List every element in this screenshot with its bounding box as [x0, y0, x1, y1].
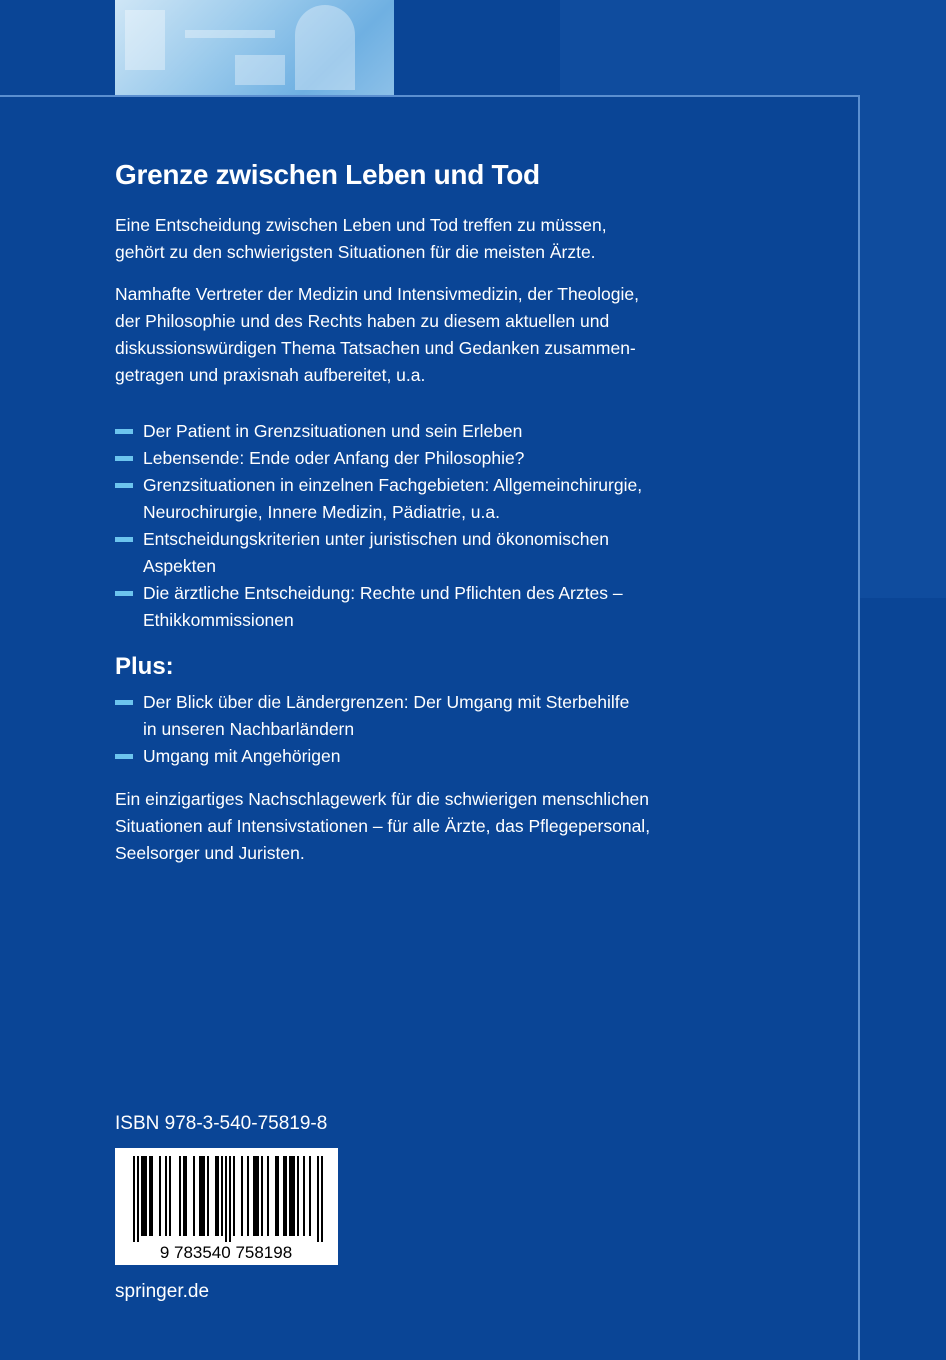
barcode-bar: [229, 1156, 231, 1242]
description-line: diskussionswürdigen Thema Tatsachen und Gedanken zusammen-: [115, 338, 636, 358]
barcode-bar: [221, 1156, 223, 1236]
barcode-bar: [151, 1156, 153, 1236]
plus-heading: Plus:: [115, 653, 174, 680]
list-item: Grenzsituationen in einzelnen Fachgebieten: Allgemeinchirurgie, Neurochirurgie, Innere Medizin, Pädiatrie, u.a.: [115, 472, 642, 526]
barcode-bar: [165, 1156, 167, 1236]
barcode-bar: [233, 1156, 235, 1236]
barcode-bar: [143, 1156, 145, 1236]
barcode-bar: [241, 1156, 243, 1236]
barcode-bar: [217, 1156, 219, 1236]
barcode-bar: [297, 1156, 299, 1236]
closing-line: Situationen auf Intensivstationen – für alle Ärzte, das Pflegepersonal,: [115, 816, 651, 836]
dash-bullet-icon: [115, 483, 133, 488]
description-paragraph: [115, 281, 639, 389]
barcode-bar: [275, 1156, 277, 1236]
barcode-bar: [257, 1156, 259, 1236]
closing-line: Seelsorger und Juristen.: [115, 843, 305, 863]
barcode-bar: [133, 1156, 135, 1242]
barcode-bar: [185, 1156, 187, 1236]
page-title: Grenze zwischen Leben und Tod: [115, 159, 540, 190]
barcode-bar: [137, 1156, 139, 1242]
barcode-bar: [203, 1156, 205, 1236]
barcode-graphic: [115, 1148, 338, 1265]
barcode-bar: [289, 1156, 291, 1236]
barcode: [115, 1148, 338, 1265]
dash-bullet-icon: [115, 429, 133, 434]
list-item: Der Patient in Grenzsituationen und sein Erleben: [115, 418, 642, 445]
barcode-bar: [141, 1156, 143, 1236]
barcode-bar: [215, 1156, 217, 1236]
description-line: getragen und praxisnah aufbereitet, u.a.: [115, 365, 426, 385]
barcode-bar: [283, 1156, 285, 1236]
cover-photo-strip: [115, 0, 394, 95]
topic-list: [115, 418, 642, 634]
barcode-bar: [255, 1156, 257, 1236]
intro-line: Eine Entscheidung zwischen Leben und Tod treffen zu müssen,: [115, 215, 607, 235]
dash-bullet-icon: [115, 537, 133, 542]
list-item: Die ärztliche Entscheidung: Rechte und Pflichten des Arztes – Ethikkommissionen: [115, 580, 642, 634]
barcode-bar: [225, 1156, 227, 1242]
closing-paragraph: [115, 786, 650, 867]
description-line: der Philosophie und des Rechts haben zu diesem aktuellen und: [115, 311, 610, 331]
intro-paragraph: [115, 212, 607, 266]
dash-bullet-icon: [115, 700, 133, 705]
isbn-label: ISBN 978-3-540-75819-8: [115, 1113, 328, 1134]
plus-list: [115, 689, 629, 770]
intro-line: gehört zu den schwierigsten Situationen für die meisten Ärzte.: [115, 242, 596, 262]
barcode-bar: [201, 1156, 203, 1236]
barcode-bar: [183, 1156, 185, 1236]
barcode-bar: [303, 1156, 305, 1236]
barcode-bar: [285, 1156, 287, 1236]
barcode-bar: [317, 1156, 319, 1242]
barcode-bar: [169, 1156, 171, 1236]
barcode-bar: [145, 1156, 147, 1236]
dash-bullet-icon: [115, 456, 133, 461]
list-item: Entscheidungskriterien unter juristischen und ökonomischen Aspekten: [115, 526, 642, 580]
publisher-website: springer.de: [115, 1281, 210, 1302]
barcode-bar: [179, 1156, 181, 1236]
barcode-bar: [309, 1156, 311, 1236]
description-line: Namhafte Vertreter der Medizin und Intensivmedizin, der Theologie,: [115, 284, 639, 304]
barcode-bar: [193, 1156, 195, 1236]
list-item: Lebensende: Ende oder Anfang der Philosophie?: [115, 445, 642, 472]
list-item: Umgang mit Angehörigen: [115, 743, 629, 770]
barcode-number: 9 783540 758198: [159, 1243, 293, 1262]
barcode-bar: [247, 1156, 249, 1236]
barcode-bar: [277, 1156, 279, 1236]
barcode-bar: [159, 1156, 161, 1236]
barcode-bar: [199, 1156, 201, 1236]
back-cover-text: [115, 150, 675, 863]
barcode-bar: [149, 1156, 151, 1236]
barcode-bar: [253, 1156, 255, 1236]
barcode-bar: [293, 1156, 295, 1236]
barcode-bar: [321, 1156, 323, 1242]
dash-bullet-icon: [115, 591, 133, 596]
barcode-bar: [207, 1156, 209, 1236]
dash-bullet-icon: [115, 754, 133, 759]
barcode-bar: [291, 1156, 293, 1236]
closing-line: Ein einzigartiges Nachschlagewerk für die schwierigen menschlichen: [115, 789, 650, 809]
list-item: Der Blick über die Ländergrenzen: Der Umgang mit Sterbehilfe in unseren Nachbarländern: [115, 689, 629, 743]
barcode-bar: [261, 1156, 263, 1236]
barcode-bar: [267, 1156, 269, 1236]
